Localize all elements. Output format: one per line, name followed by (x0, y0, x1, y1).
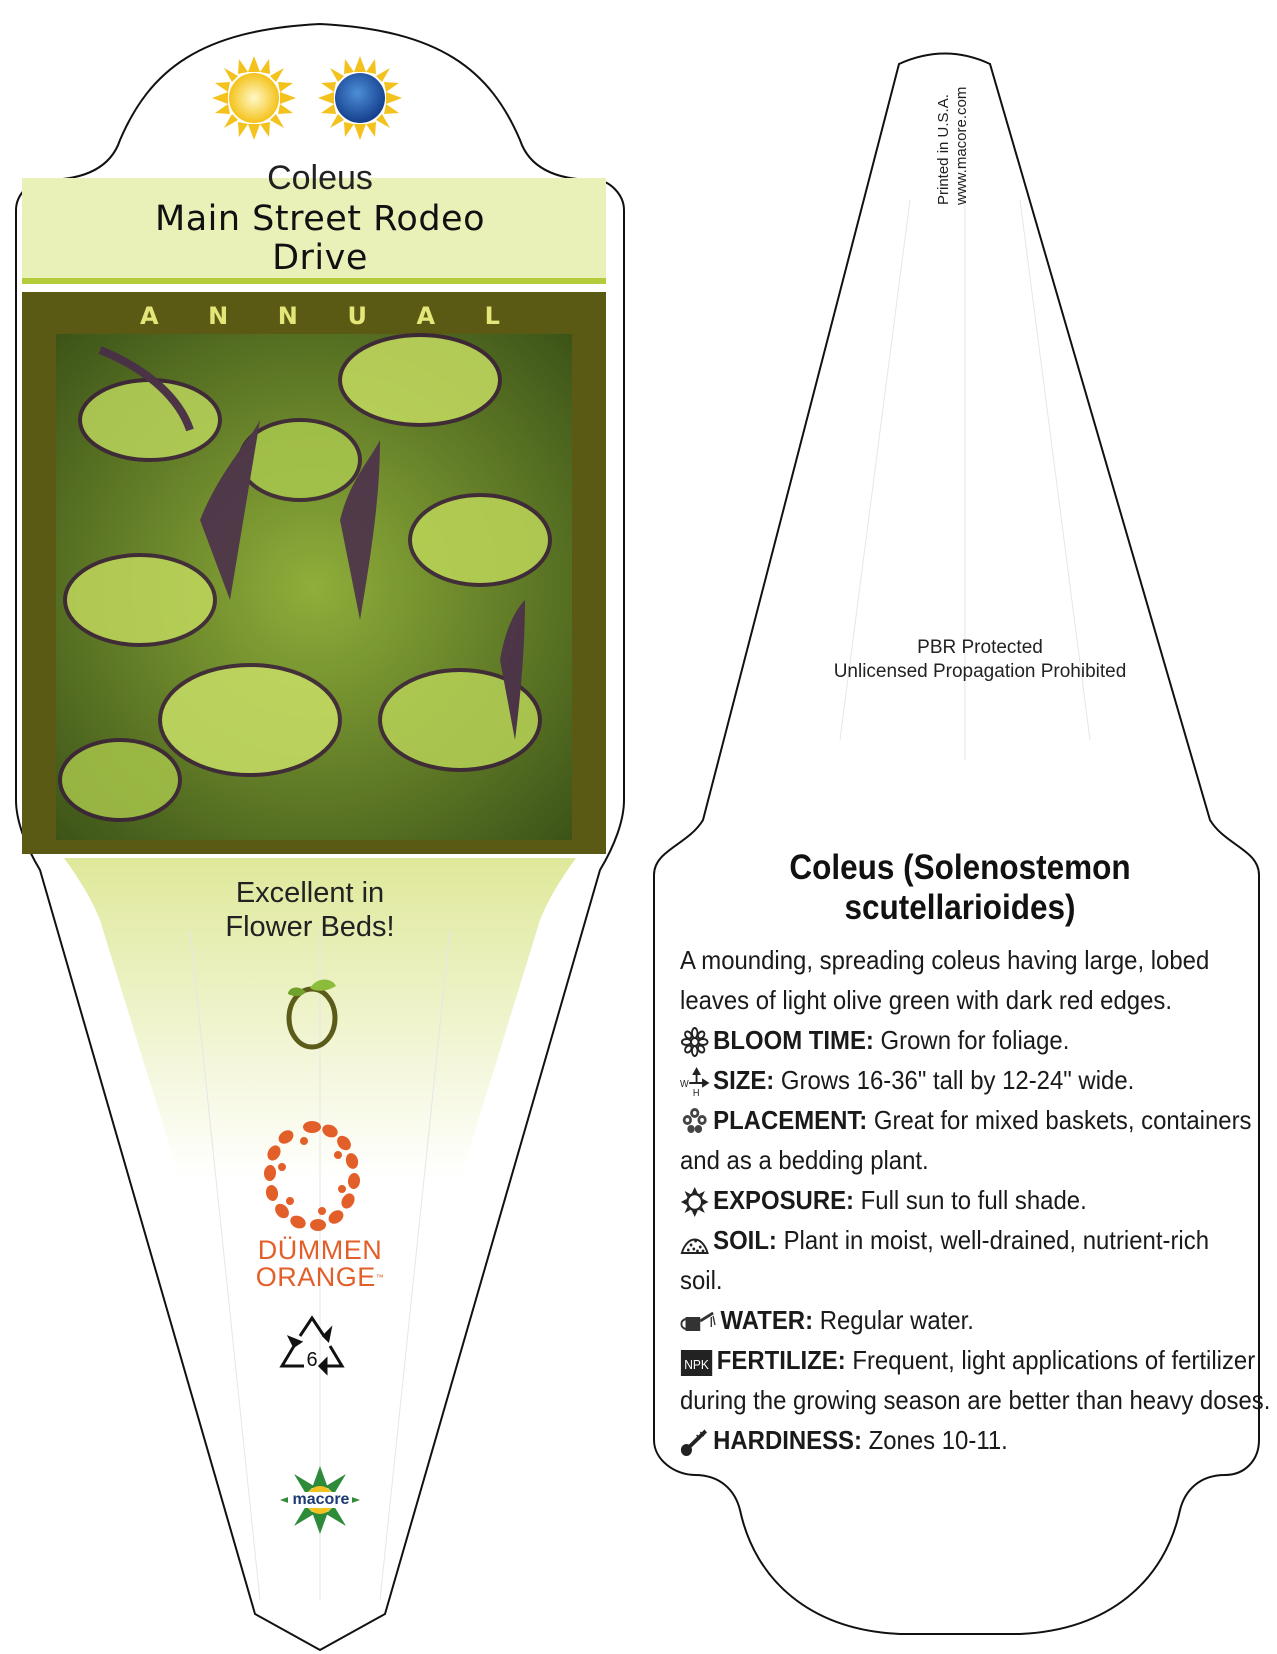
pbr-line-2: Unlicensed Propagation Prohibited (833, 661, 1127, 682)
print-info (935, 35, 971, 205)
full-sun-icon (212, 56, 296, 140)
placement-row-continued: and as a bedding plant. (680, 1145, 929, 1175)
soil-label: SOIL: (713, 1225, 777, 1255)
water-row (680, 1300, 1195, 1340)
fertilize-row-continued: during the growing season are better than heavy doses. (680, 1385, 1271, 1415)
size-label: SIZE: (713, 1065, 775, 1095)
soil-value: Plant in moist, well-drained, nutrient-rich (783, 1225, 1209, 1255)
placement-row (680, 1100, 1252, 1140)
brand-line-1: DÜMMEN (257, 1235, 383, 1265)
npk-icon-text: NPK (684, 1357, 709, 1373)
tagline (120, 876, 500, 944)
sun-outline-icon (680, 1187, 709, 1217)
planting-icon (680, 1107, 709, 1137)
macore-logo-text: macore (292, 1491, 350, 1508)
bloom-time-row (680, 1020, 1195, 1060)
category-letter: N (208, 302, 229, 330)
soil-row (680, 1220, 1209, 1260)
exposure-label: EXPOSURE: (713, 1185, 855, 1215)
care-info (680, 940, 1271, 1460)
website: www.macore.com (953, 86, 970, 205)
bloom-value: Grown for foliage. (880, 1025, 1070, 1055)
fertilize-row (680, 1340, 1256, 1380)
recycle-code: 6 (306, 1349, 318, 1371)
tagline-line-1: Excellent in (235, 877, 385, 909)
printed-in: Printed in U.S.A. (935, 94, 952, 205)
size-icon-h: H (692, 1087, 700, 1098)
npk-fertilizer-icon (680, 1347, 713, 1377)
bloom-label: BLOOM TIME: (713, 1025, 874, 1055)
variety-line-1: Main Street Rodeo (155, 199, 485, 239)
category-letter: A (416, 302, 436, 330)
pbr-line-1: PBR Protected (917, 637, 1043, 658)
sun-shade-icon (318, 56, 402, 140)
exposure-value: Full sun to full shade. (860, 1185, 1087, 1215)
brand-wordmark (200, 1237, 440, 1291)
size-arrows-icon (680, 1067, 709, 1097)
size-row (680, 1060, 1195, 1100)
trademark-symbol: ™ (375, 1273, 385, 1282)
size-value: Grows 16-36" tall by 12-24" wide. (780, 1065, 1135, 1095)
hardiness-value: Zones 10-11. (868, 1425, 1008, 1455)
soil-row-continued: soil. (680, 1265, 723, 1295)
soil-mound-icon (680, 1227, 709, 1257)
category-letter: U (347, 302, 367, 330)
scientific-name (717, 848, 1203, 928)
sci-line-2: scutellarioides) (844, 888, 1076, 927)
variety-name (20, 200, 620, 278)
size-icon-w: W (680, 1078, 689, 1091)
category-letter: N (277, 302, 298, 330)
fertilize-label: FERTILIZE: (716, 1345, 846, 1375)
watering-can-icon (680, 1307, 717, 1337)
placement-value: Great for mixed baskets, containers (873, 1105, 1252, 1135)
common-name: Coleus (267, 159, 373, 197)
hardiness-label: HARDINESS: (713, 1425, 862, 1455)
category-letter: L (484, 302, 500, 330)
sci-line-1: Coleus (Solenostemon (789, 848, 1131, 887)
thermometer-icon (680, 1427, 709, 1457)
exposure-row (680, 1180, 1195, 1220)
water-value: Regular water. (819, 1305, 974, 1335)
description-line-1: A mounding, spreading coleus having large, lobed (680, 945, 1210, 975)
tagline-line-2: Flower Beds! (225, 911, 395, 943)
brand-line-2: ORANGE™ (255, 1262, 385, 1292)
pbr-notice (770, 636, 1190, 684)
variety-line-2: Drive (272, 238, 368, 278)
flower-icon (680, 1027, 709, 1057)
category-letter: A (140, 302, 159, 330)
hardiness-row (680, 1420, 1195, 1460)
description-line-2: leaves of light olive green with dark red edges. (680, 985, 1172, 1015)
category-label (140, 302, 500, 330)
placement-label: PLACEMENT: (713, 1105, 868, 1135)
water-label: WATER: (720, 1305, 814, 1335)
fertilize-value: Frequent, light applications of fertilizer (852, 1345, 1256, 1375)
